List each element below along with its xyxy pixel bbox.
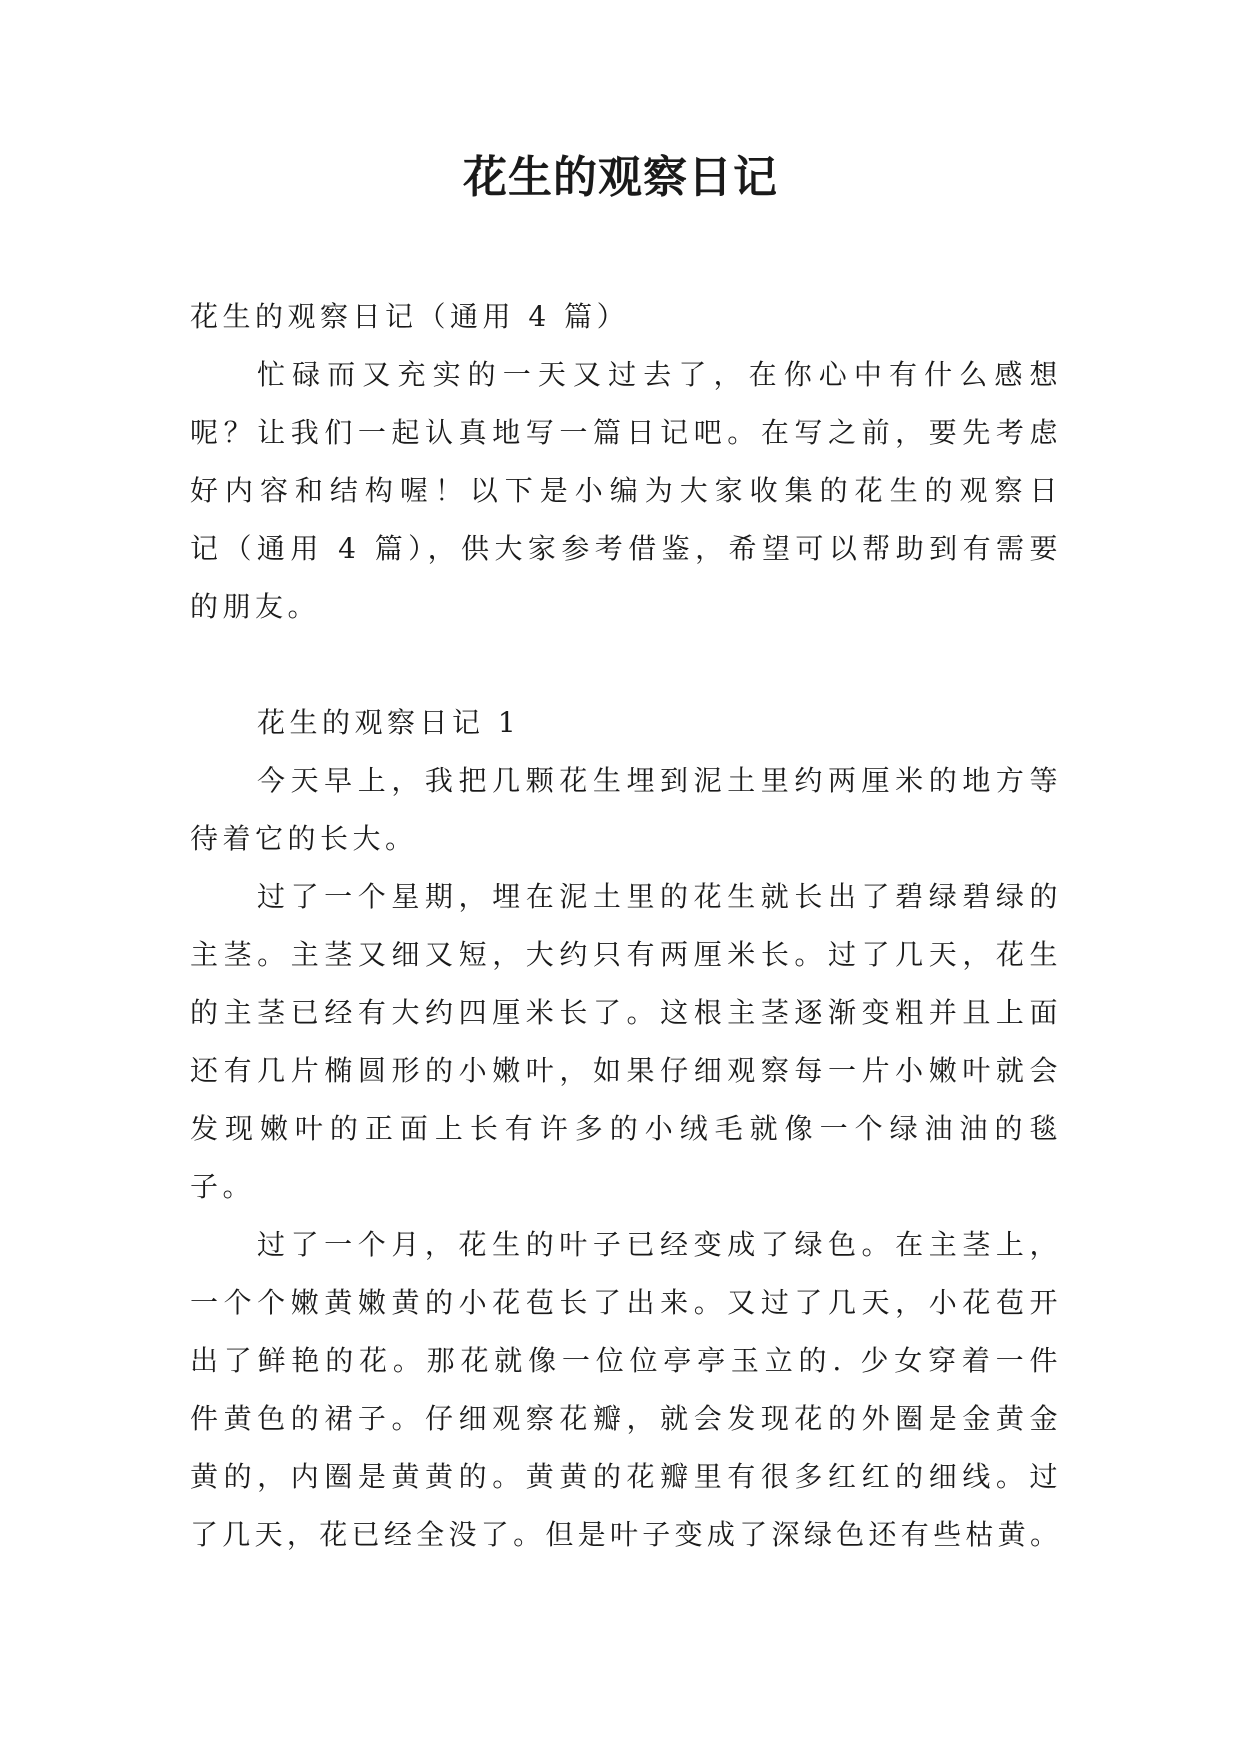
body-paragraph (190, 752, 1062, 868)
section-heading: 花生的观察日记 1 (257, 706, 521, 739)
body-paragraph (190, 1216, 1062, 1564)
paragraph-line: 了几天，花已经全没了。但是叶子变成了深绿色还有些枯黄。 (190, 1518, 1062, 1551)
paragraph-line: 过了一个星期，埋在泥土里的花生就长出了碧绿碧绿的 (257, 880, 1062, 913)
paragraph-line: 记（通用 4 篇），供大家参考借鉴，希望可以帮助到有需要 (190, 532, 1062, 565)
paragraph-line: 件黄色的裙子。仔细观察花瓣，就会发现花的外圈是金黄金 (190, 1402, 1062, 1435)
document-title: 花生的观察日记 (463, 152, 778, 203)
paragraph-line: 一个个嫩黄嫩黄的小花苞长了出来。又过了几天，小花苞开 (190, 1286, 1062, 1319)
paragraph-line: 发现嫩叶的正面上长有许多的小绒毛就像一个绿油油的毯 (190, 1112, 1062, 1145)
paragraph-line: 好内容和结构喔！以下是小编为大家收集的花生的观察日 (190, 474, 1062, 507)
paragraph-line: 子。 (190, 1170, 256, 1203)
paragraph-line: 忙碌而又充实的一天又过去了，在你心中有什么感想 (257, 358, 1062, 391)
subtitle: 花生的观察日记（通用 4 篇） (190, 300, 630, 333)
paragraph-line: 黄的，内圈是黄黄的。黄黄的花瓣里有很多红红的细线。过 (190, 1460, 1062, 1493)
paragraph-line: 过了一个月，花生的叶子已经变成了绿色。在主茎上， (257, 1228, 1062, 1261)
paragraph-line: 的主茎已经有大约四厘米长了。这根主茎逐渐变粗并且上面 (190, 996, 1062, 1029)
paragraph-line: 的朋友。 (190, 590, 321, 623)
paragraph-line: 今天早上，我把几颗花生埋到泥土里约两厘米的地方等 (257, 764, 1062, 797)
paragraph-line: 待着它的长大。 (190, 822, 418, 855)
paragraph-line: 主茎。主茎又细又短，大约只有两厘米长。过了几天，花生 (190, 938, 1062, 971)
intro-paragraph (190, 346, 1062, 636)
paragraph-line: 呢？让我们一起认真地写一篇日记吧。在写之前，要先考虑 (190, 416, 1062, 449)
body-paragraph (190, 868, 1062, 1216)
paragraph-line: 出了鲜艳的花。那花就像一位位亭亭玉立的. 少女穿着一件 (190, 1344, 1062, 1377)
paragraph-line: 还有几片椭圆形的小嫩叶，如果仔细观察每一片小嫩叶就会 (190, 1054, 1062, 1087)
document-body (190, 288, 1062, 1564)
blank-line (190, 636, 1062, 694)
